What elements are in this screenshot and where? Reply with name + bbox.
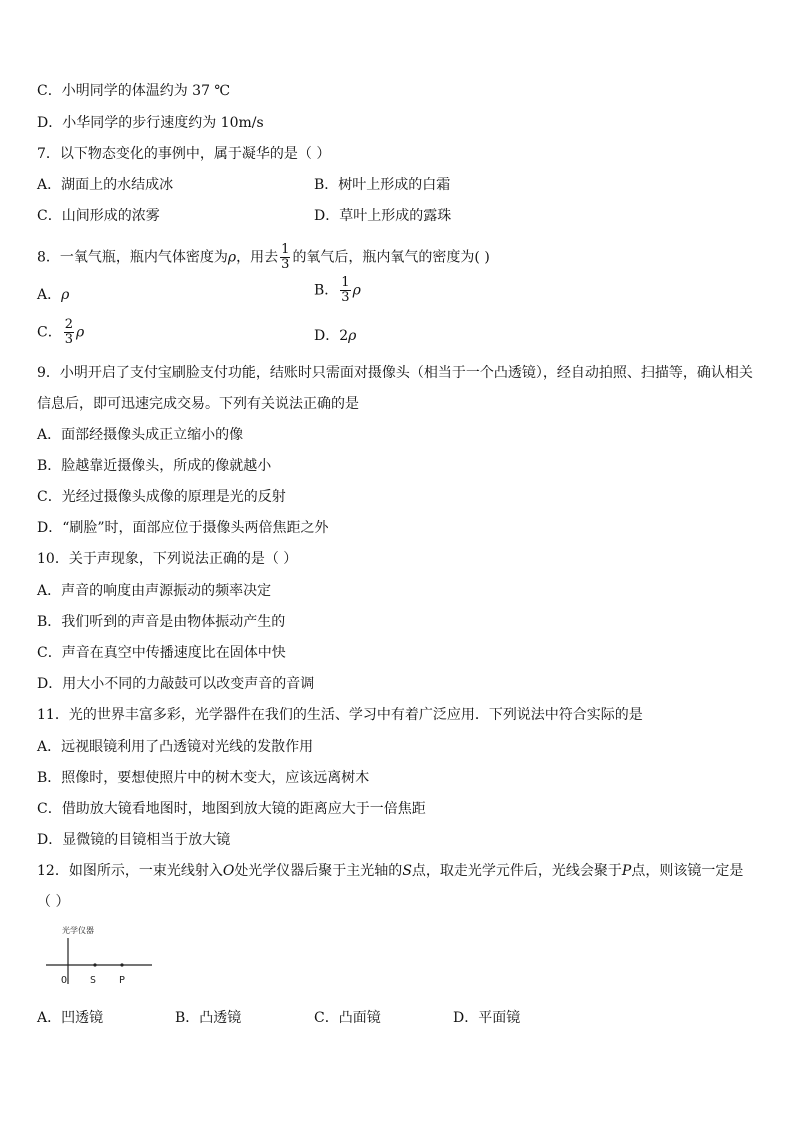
option-label: C． bbox=[37, 324, 62, 341]
fraction-numerator: 1 bbox=[281, 242, 290, 257]
diagram-label-o: O bbox=[61, 975, 68, 986]
q10-option-b: B．我们听到的声音是由物体振动产生的 bbox=[37, 614, 286, 630]
option-label: A． bbox=[37, 287, 62, 303]
q10-stem: 10．关于声现象，下列说法正确的是（ ） bbox=[37, 551, 298, 567]
q8-option-a bbox=[37, 285, 69, 305]
q12-answer-paren: （ ） bbox=[37, 894, 70, 910]
q8-option-c bbox=[37, 318, 84, 347]
q12-option-b: B．凸透镜 bbox=[175, 1010, 242, 1026]
fraction-denominator: 3 bbox=[341, 290, 350, 305]
q8-stem-mid: ，用去 bbox=[236, 249, 279, 266]
q9-option-d: D．“刷脸”时，面部应位于摄像头两倍焦距之外 bbox=[37, 520, 329, 536]
q8-option-b bbox=[314, 276, 361, 305]
diagram-title: 光学仪器 bbox=[62, 926, 94, 935]
q8-option-d bbox=[314, 326, 356, 346]
q7-option-a: A．湖面上的水结成冰 bbox=[37, 177, 174, 193]
q9-option-a: A．面部经摄像头成正立缩小的像 bbox=[37, 427, 244, 443]
q12-option-d: D．平面镜 bbox=[453, 1010, 521, 1026]
q10-option-a: A．声音的响度由声源振动的频率决定 bbox=[37, 583, 272, 599]
q12-stem-part: 点，则该镜一定是 bbox=[631, 863, 744, 879]
fraction-one-third bbox=[280, 243, 290, 272]
q11-stem: 11．光的世界丰富多彩，光学器件在我们的生活、学习中有着广泛应用．下列说法中符合实际的是 bbox=[37, 707, 643, 723]
q8-stem bbox=[37, 243, 490, 272]
point-s-label: S bbox=[402, 863, 412, 879]
point-p-label: P bbox=[621, 863, 632, 879]
fraction-numerator: 2 bbox=[64, 317, 73, 332]
fraction-denominator: 3 bbox=[281, 257, 290, 272]
q12-option-c: C．凸面镜 bbox=[314, 1010, 381, 1026]
q9-stem-line1: 9．小明开启了支付宝刷脸支付功能，结账时只需面对摄像头（相当于一个凸透镜），经自动拍照、扫描等，确认相关 bbox=[37, 365, 753, 381]
q6-option-c: C．小明同学的体温约为 37 ℃ bbox=[37, 83, 231, 99]
q12-stem-part: 12．如图所示，一束光线射入 bbox=[37, 863, 223, 879]
diagram-label-p: P bbox=[119, 975, 126, 986]
q6-option-d: D．小华同学的步行速度约为 10m/s bbox=[37, 115, 264, 131]
q9-option-c: C．光经过摄像头成像的原理是光的反射 bbox=[37, 489, 286, 505]
q7-option-d: D．草叶上形成的露珠 bbox=[314, 208, 452, 224]
option-label: D． bbox=[314, 328, 340, 344]
q12-stem-part: 处光学仪器后聚于主光轴的 bbox=[234, 863, 403, 879]
q12-stem-part: 点，取走光学元件后，光线会聚于 bbox=[411, 863, 622, 879]
q12-option-a: A．凹透镜 bbox=[37, 1010, 104, 1026]
point-o-label: O bbox=[222, 863, 235, 879]
fraction-one-third bbox=[340, 276, 350, 305]
rho-symbol: ρ bbox=[61, 287, 70, 303]
q8-stem-post: 的氧气后，瓶内氧气的密度为( ) bbox=[292, 249, 490, 266]
rho-symbol: ρ bbox=[76, 324, 85, 341]
point-p-dot bbox=[120, 963, 123, 966]
rho-symbol: ρ bbox=[348, 328, 357, 344]
q11-option-b: B．照像时，要想使照片中的树木变大，应该远离树木 bbox=[37, 770, 370, 786]
option-label: B． bbox=[314, 282, 339, 299]
fraction-numerator: 1 bbox=[341, 275, 350, 290]
q10-option-d: D．用大小不同的力敲鼓可以改变声音的音调 bbox=[37, 676, 315, 692]
fraction-two-thirds bbox=[64, 318, 74, 347]
diagram-label-s: S bbox=[90, 975, 97, 986]
q9-stem-line2: 信息后，即可迅速完成交易。下列有关说法正确的是 bbox=[37, 396, 359, 412]
rho-symbol: ρ bbox=[227, 249, 237, 266]
q9-option-b: B．脸越靠近摄像头，所成的像就越小 bbox=[37, 458, 272, 474]
point-s-dot bbox=[93, 963, 96, 966]
q10-option-c: C．声音在真空中传播速度比在固体中快 bbox=[37, 645, 286, 661]
optics-diagram bbox=[44, 922, 156, 992]
coefficient: 2 bbox=[339, 328, 349, 344]
q8-stem-pre: 8．一氧气瓶，瓶内气体密度为 bbox=[37, 249, 228, 266]
fraction-denominator: 3 bbox=[64, 332, 73, 347]
q11-option-c: C．借助放大镜看地图时，地图到放大镜的距离应大于一倍焦距 bbox=[37, 801, 426, 817]
rho-symbol: ρ bbox=[352, 282, 361, 299]
q7-stem: 7．以下物态变化的事例中，属于凝华的是（ ） bbox=[37, 146, 331, 162]
q12-stem bbox=[37, 861, 743, 881]
q7-option-b: B．树叶上形成的白霜 bbox=[314, 177, 451, 193]
q7-option-c: C．山间形成的浓雾 bbox=[37, 208, 160, 224]
q11-option-a: A．远视眼镜利用了凸透镜对光线的发散作用 bbox=[37, 739, 314, 755]
q11-option-d: D．显微镜的目镜相当于放大镜 bbox=[37, 832, 231, 848]
